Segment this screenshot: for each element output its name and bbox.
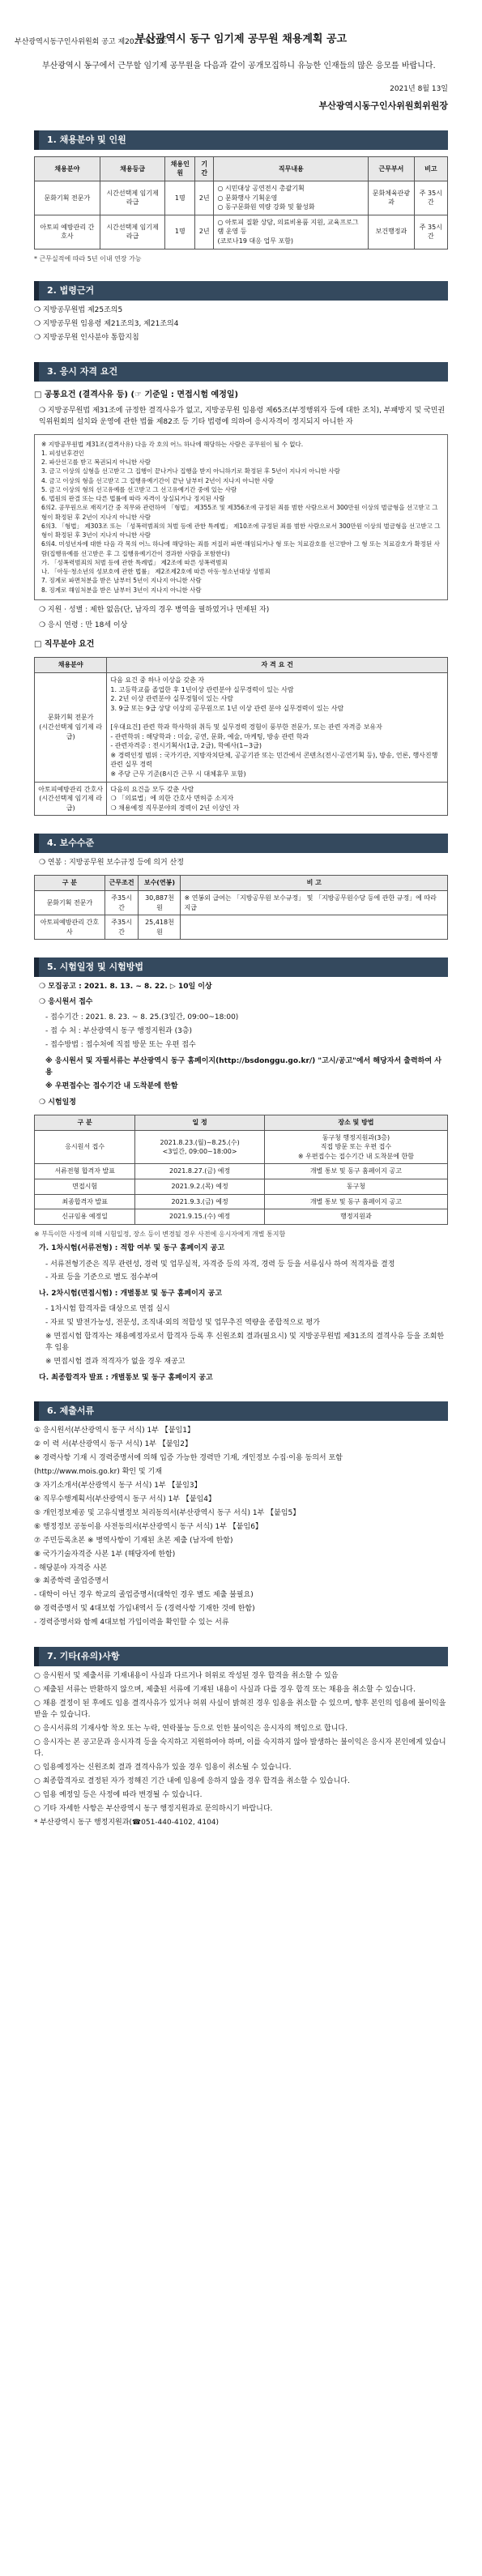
list-item: (http://www.mois.go.kr) 확인 및 기재 [34,1467,162,1476]
recruitment-table [34,156,448,249]
list-item: ※ 경력사항 기재 시 경력증명서에 의해 입증 가능한 경력만 기재, 개인정보 수집·이용 동의서 포함 [34,1454,343,1463]
table-header-cell: 채용등급 [100,156,165,181]
list-item: 3. 금고 이상의 실형을 선고받고 그 집행이 끝나거나 집행을 받지 아니하기로 확정된 후 5년이 지나지 아니한 사람 [41,467,340,476]
table-cell: 25,418천원 [139,915,181,940]
first-exam-title: 가. 1차시험(서류전형) : 적합 여부 및 동구 홈페이지 공고 [39,1244,225,1253]
table-row [35,1130,448,1164]
position-requirements-title: □ 직무분야 요건 [34,639,95,649]
table-cell: 동구청 [264,1179,447,1195]
list-item: ○ 기타 자세한 사항은 부산광역시 동구 행정지원과로 문의하시기 바랍니다. [34,1804,273,1813]
notices-list [34,1671,448,1828]
announcement-date: 2021년 8월 13일 [390,84,448,93]
list-item: ⑥ 행정정보 공동이용 사전동의서(부산광역시 동구 서식) 1부 【붙임6】 [34,1522,262,1531]
table-header-cell: 채용분야 [35,156,100,181]
table-cell: 다음 요건 중 하나 이상을 갖춘 자 1. 고등학교를 졸업한 후 1년이상 관련분야 실무경력이 있는 사람 2. 2년 이상 관련분야 실무경험이 있는 사람 3. 9급 또는 9급 상당 이상의 공무원으로 1년 이상 관련 분야 실무경력이 있는 사람 [우대요건] 관련 학과 학사학위 취득 및 실무경력 경험이 풍부한 전문가, 또는 관련 자격증 보유자 - 관련학위 : 해당학과 : 미술, 공연, 문화, 예술, 마케팅, 방송 관련 학과 - 관련자격증 : 전시기획사(1급, 2급), 학예사(1~3급) ※ 경력인정 범위 : 국가기관, 지방자치단체, 공공기관 또는 민간에서 콘텐츠(전시·공연기획 등), 방송, 언론, 행사진행 관련 실무 경력 ※ 주당 근무 기준(8시간 근무 시 대체휴무 포함) [107,673,448,783]
list-item: ※ 우편접수는 접수기간 내 도착분에 한함 [45,1082,178,1091]
list-item: ○ 응시자는 본 공고문과 응시자격 등을 숙지하고 지원하여야 하며, 이를 숙지하지 않아 발생하는 불이익은 응시자 본인에게 있습니다. [34,1738,446,1758]
list-item: ○ 응시원서 및 제출서류 기재내용이 사실과 다르거나 허위로 작성된 경우 합격을 취소할 수 있음 [34,1672,339,1681]
list-item: - 1차시험 합격자를 대상으로 면접 실시 [45,1305,170,1314]
table-cell: 동구청 행정지원과(3층) 직접 방문 또는 우편 접수 ※ 우편접수는 접수기간 내 도착분에 한함 [264,1130,447,1164]
table-cell: 주 35시간 [414,181,447,215]
disqualification-box [34,434,448,600]
list-item: ※ 면접시험 결과 적격자가 없을 경우 재공고 [45,1358,186,1367]
table-cell: 1명 [165,215,195,249]
table-row [35,181,448,215]
list-item: * 부산광역시 동구 행정지원과(☎051-440-4102, 4104) [34,1818,220,1827]
table-cell: 시간선택제 임기제 라급 [100,215,165,249]
section-header-salary: 4. 보수수준 [34,834,448,853]
table-header-cell: 직무내용 [214,156,369,181]
table-cell: 응시원서 접수 [35,1130,135,1164]
list-item: 8. 징계로 해임처분을 받은 날부터 3년이 지나지 아니한 사람 [41,586,202,594]
table-cell: 서류전형 합격자 발표 [35,1164,135,1179]
common-requirements-body: ❍ 지방공무원법 제31조에 규정한 결격사유가 없고, 지방공무원 임용령 제65조(부정행위자 등에 대한 조치), 부패방지 및 국민권익위원회의 설치와 운영에 관한 법률 제82조 등 기타 법령에 의하여 응시자격이 정지되지 아니한 자 [39,407,446,426]
list-item: ⑩ 경력증명서 및 4대보험 가입내역서 등 (경력사항 기재한 것에 한함) [34,1605,255,1614]
list-item: ③ 자기소개서(부산광역시 동구 서식) 1부 【붙임3】 [34,1481,202,1490]
list-item: ※ 지방공무원법 제31조(결격사유) 다음 각 호의 어느 하나에 해당하는 사람은 공무원이 될 수 없다. [41,440,304,448]
table-cell: 주35시간 [105,915,139,940]
final-result-title: 다. 최종합격자 발표 : 개별통보 및 동구 홈페이지 공고 [39,1374,213,1383]
schedule-title: ❍ 시험일정 [39,1098,76,1107]
list-item: 가. 「성폭력범죄의 처벌 등에 관한 특례법」 제2조에 따른 성폭력범죄 [41,558,228,566]
list-item: ○ 제출된 서류는 반환하지 않으며, 제출된 서류에 기재된 내용이 사실과 다를 경우 합격 또는 채용을 취소할 수 있습니다. [34,1686,416,1695]
table-cell: 1명 [165,181,195,215]
table-cell: 면접시험 [35,1179,135,1195]
first-exam-items [34,1260,448,1285]
list-item: ⑦ 주민등록초본 ※ 병역사항이 기재된 초본 제출 (남자에 한함) [34,1536,233,1545]
table-cell: 문화체육관광과 [369,181,415,215]
common-requirements-title: □ 공통요건 (결격사유 등) (☞ 기준일 : 면접시험 예정일) [34,390,239,399]
list-item: ○ 응시서류의 기재사항 착오 또는 누락, 연락불능 등으로 인한 불이익은 응시자의 책임으로 합니다. [34,1724,348,1733]
table-cell: 시간선택제 임기제 라급 [100,181,165,215]
list-item: ※ 면접시험 합격자는 채용예정자로서 합격자 등록 후 신원조회 결과(필요시) 및 지방공무원법 제31조의 결격사유 등을 조회한 후 임용 [45,1333,445,1353]
list-item: 6. 법원의 판결 또는 다른 법률에 따라 자격이 상실되거나 정지된 사람 [41,495,225,503]
list-item: ⑨ 최종학력 졸업증명서 [34,1577,109,1586]
documents-list [34,1426,448,1629]
list-item: - 접수방법 : 접수처에 직접 방문 또는 우편 접수 [45,1041,196,1050]
list-item: 6의4. 미성년자에 대한 다음 각 목의 어느 하나에 해당하는 죄를 저질러 파면·해임되거나 형 또는 치료감호를 선고받아 그 형 또는 치료감호가 확정된 사람(집행유예를 선고받은 후 그 집행유예기간이 경과한 사람을 포함한다) [41,540,440,557]
list-item: - 경력증명서와 함께 4대보험 가입이력을 확인할 수 있는 서류 [34,1619,229,1627]
table-cell: 문화기획 전문가 [35,181,100,215]
list-item: ① 응시원서(부산광역시 동구 서식) 1부 【붙임1】 [34,1427,194,1435]
list-item: ⑧ 국가기술자격증 사본 1부 (해당자에 한함) [34,1550,176,1559]
table-header-cell: 일 정 [135,1115,264,1131]
table-cell: 신규임용 예정일 [35,1209,135,1225]
table-cell: ○ 아토피 질환 상담, 의료비용품 지원, 교육프로그램 운영 등 (코로나19 대응 업무 포함) [214,215,369,249]
list-item: - 대학이 아닌 경우 학교의 졸업증명서(대학인 경우 별도 제출 불필요) [34,1591,254,1600]
list-item: ❍ 지방공무원 인사분야 통합지침 [34,334,139,343]
legal-basis-list [34,305,448,344]
issuing-organization: 부산광역시동구인사위원회위원장 [318,100,448,111]
list-item: ⑤ 개인정보제공 및 고유식별정보 처리동의서(부산광역시 동구 서식) 1부 【붙임5】 [34,1508,301,1517]
list-item: - 접수기간 : 2021. 8. 23. ~ 8. 25.(3일간, 09:00~18:00) [45,1013,239,1022]
section-header-documents: 6. 제출서류 [34,1401,448,1421]
table-cell: 2021.8.23.(월)~8.25.(수) <3일간, 09:00~18:00> [135,1130,264,1164]
table-cell: 아토피 예방관리 간호사 [35,215,100,249]
second-exam-title: 나. 2차시험(면접시험) : 개별통보 및 동구 홈페이지 공고 [39,1290,223,1299]
table-header-cell: 보수(연봉) [139,876,181,891]
announcement-number: 부산광역시동구인사위원회 공고 제2021-651호 [15,38,168,46]
table-cell: 2년 [195,181,214,215]
section-header-recruitment: 1. 채용분야 및 인원 [34,130,448,150]
section-header-qualifications: 3. 응시 자격 요건 [34,362,448,382]
list-item: - 접 수 처 : 부산광역시 동구 행정지원과 (3층) [45,1027,193,1036]
table-row [35,215,448,249]
schedule-table [34,1115,448,1225]
list-item: ○ 임용예정자는 신원조회 결과 결격사유가 있을 경우 임용이 취소될 수 있습니다. [34,1763,292,1772]
list-item: ④ 직무수행계획서(부산광역시 동구 서식) 1부 【붙임4】 [34,1495,216,1503]
salary-line: ❍ 연봉 : 지방공무원 보수규정 등에 의거 산정 [39,859,184,868]
table-cell: ※ 연봉외 급여는 「지방공무원 보수규정」 및 「지방공무원수당 등에 관한 규정」에 따라 지급 [181,890,448,915]
application-title: ❍ 응시원서 접수 [39,998,93,1007]
table-cell: 2년 [195,215,214,249]
table-row [35,915,448,940]
gender-requirement: ❍ 지원 · 성별 : 제한 없음(단, 남자의 경우 병역을 필하였거나 면제된 자) [39,605,270,614]
table-row [35,1209,448,1225]
table-header-cell: 기간 [195,156,214,181]
section-header-schedule: 5. 시험일정 및 시험방법 [34,957,448,977]
table-header-cell: 구 분 [35,876,105,891]
position-requirements-table [34,657,448,816]
table-cell: 주35시간 [105,890,139,915]
table-cell: 2021.8.27.(금) 예정 [135,1164,264,1179]
page-title: 부산광역시 동구 임기제 공무원 채용계획 공고 [134,33,348,45]
table-cell: 보건행정과 [369,215,415,249]
table-cell: 아토피예방관리 간호사 (시간선택제 임기제 라급) [35,782,107,816]
list-item: 5. 금고 이상의 형의 선고유예를 선고받고 그 선고유예기간 중에 있는 사람 [41,485,237,493]
table-header-cell: 장소 및 방법 [264,1115,447,1131]
table-header-cell: 채용인원 [165,156,195,181]
table-header-cell: 비고 [414,156,447,181]
application-items [34,1013,448,1051]
list-item: ② 이 력 서(부산광역시 동구 서식) 1부 【붙임2】 [34,1440,192,1449]
table-row [35,673,448,783]
table-cell: 2021.9.3.(금) 예정 [135,1194,264,1209]
table-row [35,890,448,915]
table-cell: 개별 통보 및 동구 홈페이지 공고 [264,1194,447,1209]
table-cell: 행정지원과 [264,1209,447,1225]
list-item: ○ 임용 예정일 등은 사정에 따라 변경될 수 있습니다. [34,1790,203,1799]
table-cell: 문화기획 전문가 [35,890,105,915]
schedule-note: ※ 부득이한 사정에 의해 시험일정, 장소 등이 변경될 경우 사전에 응시자에게 개별 통지함 [34,1230,286,1238]
list-item: ❍ 지방공무원법 제25조의5 [34,306,123,315]
list-item: 1. 피성년후견인 [41,449,85,457]
table-header-cell: 채용분야 [35,658,107,673]
list-item: ○ 최종합격자로 결정된 자가 정해진 기간 내에 임용에 응하지 않을 경우 합격을 취소할 수 있습니다. [34,1776,350,1785]
list-item: 6의3. 「형법」 제303조 또는 「성폭력범죄의 처벌 등에 관한 특례법」 제10조에 규정된 죄를 범한 사람으로서 300만원 이상의 벌금형을 선고받고 그 형이 확정된 후 3년이 지나지 아니한 사람 [41,522,441,540]
table-cell: 최종합격자 발표 [35,1194,135,1209]
list-item: ※ 응시원서 및 자필서류는 부산광역시 동구 홈페이지(http://bsdonggu.go.kr/) "고시/공고"에서 해당자서 출력하여 사용 [45,1057,441,1077]
application-notes [34,1056,448,1093]
table-cell: 아토피예방관리 간호사 [35,915,105,940]
list-item: 6의2. 공무원으로 재직기간 중 직무와 관련하여 「형법」 제355조 및 제356조에 규정된 죄를 범한 사람으로서 300만원 이상의 벌금형을 선고받고 그 형이 확정된 후 2년이 지나지 아니한 사람 [41,504,438,521]
table-row [35,1179,448,1195]
recruitment-note: * 근무실적에 따라 5년 이내 연장 가능 [34,254,142,262]
section-header-notices: 7. 기타(유의)사항 [34,1647,448,1666]
age-requirement: ❍ 응시 연령 : 만 18세 이상 [39,621,128,629]
list-item: - 서류전형기준은 직무 관련성, 경력 및 업무실적, 자격증 등의 자격, 경력 등 등을 서류심사 하여 적격자를 결정 [45,1260,395,1269]
table-row [35,782,448,816]
list-item: - 자료 등을 기준으로 별도 점수부여 [45,1273,159,1282]
table-row [35,1164,448,1179]
table-cell [181,915,448,940]
list-item: 4. 금고 이상의 형을 선고받고 그 집행유예기간이 끝난 날부터 2년이 지나지 아니한 사람 [41,476,274,484]
table-header-cell: 비 고 [181,876,448,891]
list-item: 나. 「아동·청소년의 성보호에 관한 법률」 제2조제2호에 따른 아동·청소년대상 성범죄 [41,568,271,576]
table-cell: 다음의 요건을 모두 갖춘 사람 ❍ 「의료법」에 의한 간호사 면허증 소지자 ❍ 채용예정 직무분야의 경력이 2년 이상인 자 [107,782,448,816]
table-header-cell: 근무부서 [369,156,415,181]
list-item: 7. 징계로 파면처분을 받은 날부터 5년이 지나지 아니한 사람 [41,577,202,585]
list-item: ❍ 지방공무원 임용령 제21조의3, 제21조의4 [34,320,179,329]
table-cell: 개별 통보 및 동구 홈페이지 공고 [264,1164,447,1179]
table-header-cell: 근무조건 [105,876,139,891]
table-cell: ○ 시민대상 공연전시 총괄기획 ○ 문화행사 기획운영 ○ 동구문화원 역량 강화 및 활성화 [214,181,369,215]
section-header-legal-basis: 2. 법령근거 [34,281,448,301]
list-item: 2. 파산선고를 받고 복권되지 아니한 사람 [41,458,151,467]
table-cell: 2021.9.15.(수) 예정 [135,1209,264,1225]
list-item: - 해당분야 자격증 사본 [34,1563,108,1572]
table-cell: 30,887천원 [139,890,181,915]
announcement-page [0,32,482,2576]
table-header-cell: 구 분 [35,1115,135,1131]
table-header-cell: 자 격 요 건 [107,658,448,673]
table-cell: 문화기획 전문가 (시간선택제 임기제 라급) [35,673,107,783]
salary-table [34,875,448,940]
second-exam-items [34,1304,448,1368]
table-cell: 주 35시간 [414,215,447,249]
table-row [35,1194,448,1209]
table-cell: 2021.9.2.(목) 예정 [135,1179,264,1195]
recruitment-period: ❍ 모집공고 : 2021. 8. 13. ~ 8. 22. ▷ 10일 이상 [39,983,212,992]
list-item: ○ 채용 결정이 된 후에도 임용 결격사유가 있거나 허위 사실이 밝혀진 경우 임용을 취소할 수 있으며, 향후 본인의 임용에 불이익을 받을 수 있습니다. [34,1700,446,1720]
intro-text: 부산광역시 동구에서 근무할 임기제 공무원을 다음과 같이 공개모집하니 유능한 인재들의 많은 응모를 바랍니다. [42,61,436,70]
list-item: - 자료 및 발전가능성, 전문성, 조직내·외의 적합성 및 업무추진 역량을 종합적으로 평가 [45,1319,320,1328]
